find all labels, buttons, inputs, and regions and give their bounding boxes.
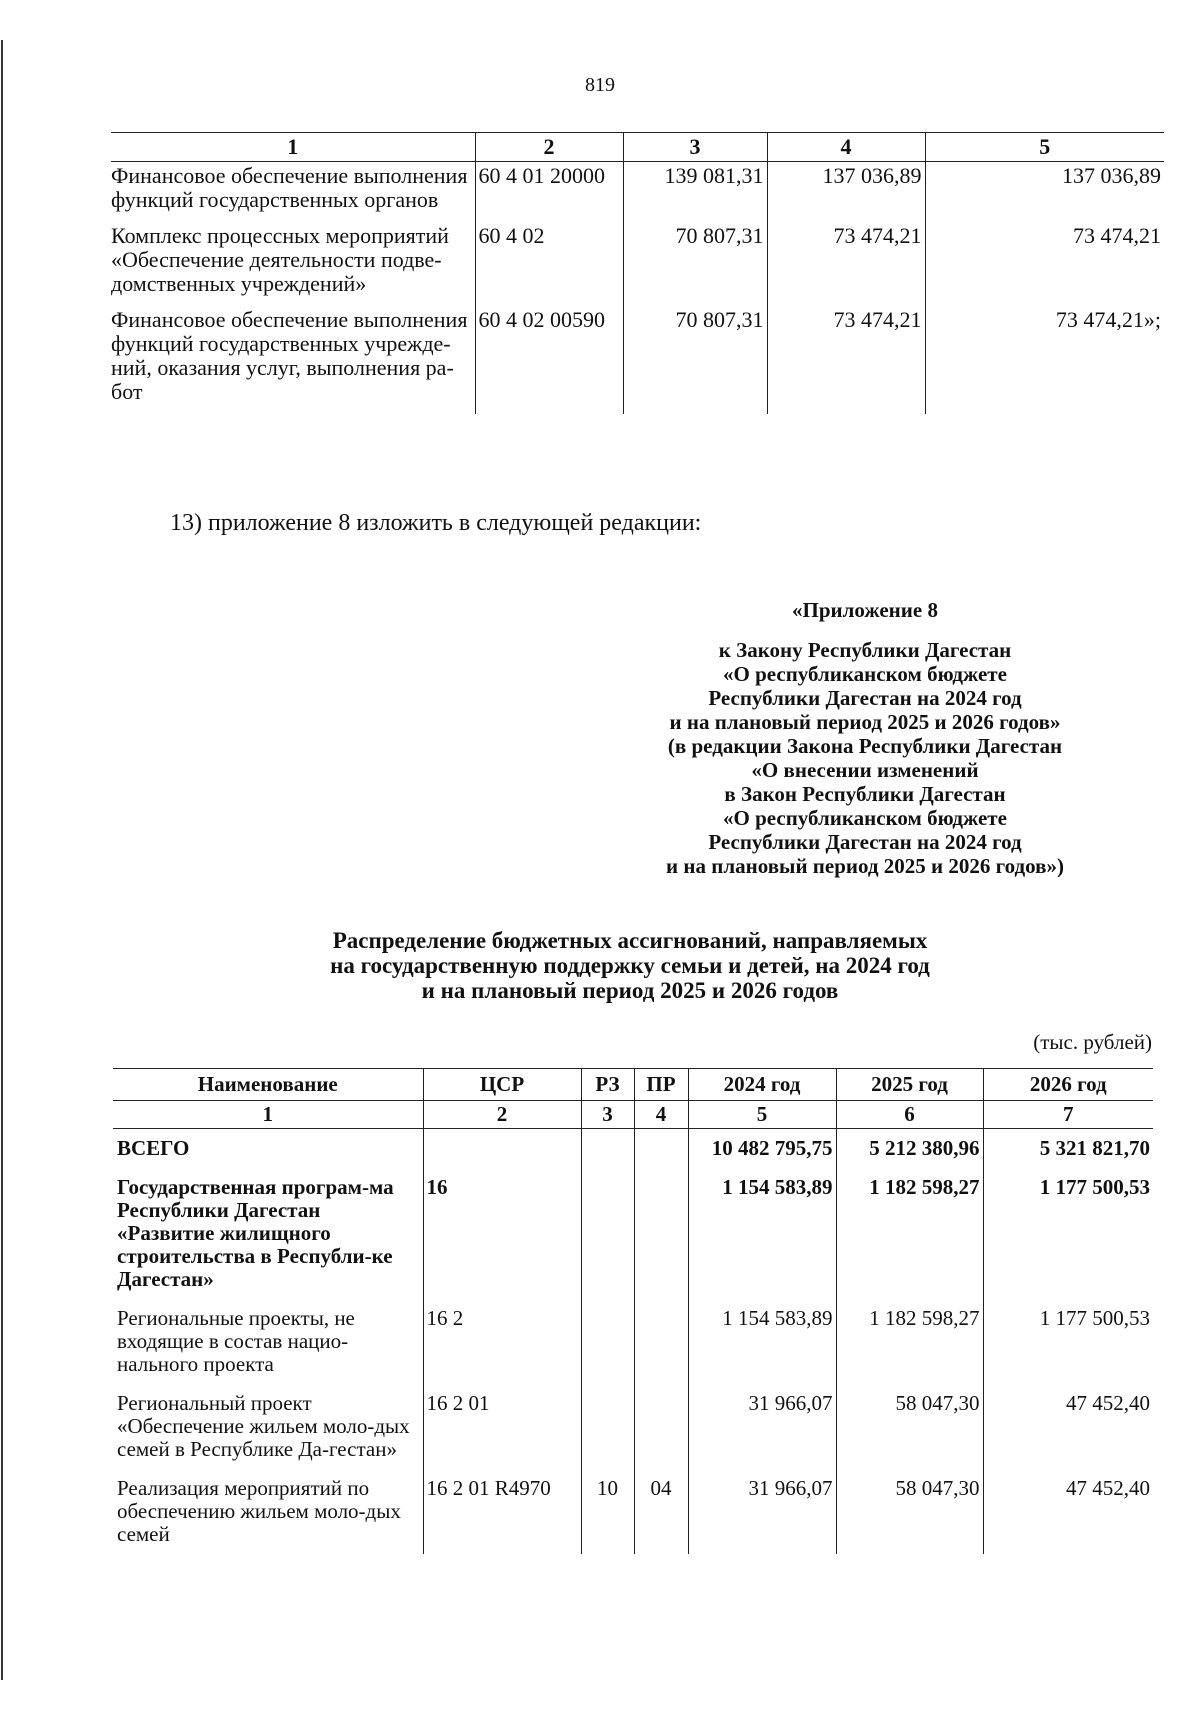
row-2024: 31 966,07 [688, 1384, 836, 1469]
row-2025: 5 212 380,96 [836, 1129, 983, 1169]
row-2026: 1 177 500,53 [983, 1299, 1153, 1384]
row-pr [634, 1299, 688, 1384]
column-number: 3 [623, 133, 767, 162]
amendment-item: 13) приложение 8 изложить в следующей редакции: [170, 510, 702, 536]
column-number: 5 [925, 133, 1164, 162]
row-name: Комплекс процессных мероприятий «Обеспечение деятельности подве-домственных учреждений» [111, 223, 449, 296]
table-header-row [111, 133, 1164, 162]
row-2025: 1 182 598,27 [836, 1168, 983, 1299]
row-name: Реализация мероприятий по обеспечению жильем моло-дых семей [117, 1476, 401, 1546]
page-number: 819 [585, 74, 615, 96]
title-line: Распределение бюджетных ассигнований, направляемых [332, 928, 928, 953]
row-name: ВСЕГО [117, 1136, 190, 1160]
row-rz [581, 1129, 634, 1169]
row-rz: 10 [581, 1469, 634, 1554]
appendix-heading: «Приложение 8 [792, 598, 938, 622]
table-row [111, 306, 1164, 414]
column-number: 2 [475, 133, 623, 162]
table-header-row [113, 1069, 1153, 1101]
row-rz [581, 1384, 634, 1469]
title-line: на государственную поддержку семьи и детей, на 2024 год [330, 953, 930, 978]
row-value: 137 036,89 [767, 162, 925, 223]
row-2024: 10 482 795,75 [688, 1129, 836, 1169]
row-2025: 1 182 598,27 [836, 1299, 983, 1384]
header-2024: 2024 год [688, 1069, 836, 1101]
row-name: Региональный проект «Обеспечение жильем моло-дых семей в Республике Да-гестан» [117, 1391, 410, 1461]
row-csr: 16 [423, 1168, 581, 1299]
appendix-line: «О внесении изменений [751, 758, 979, 782]
appendix-line: Республики Дагестан на 2024 год [708, 830, 1022, 854]
row-value: 139 081,31 [623, 162, 767, 223]
table-row [113, 1469, 1153, 1554]
appendix-line: к Закону Республики Дагестан [718, 638, 1012, 662]
row-pr [634, 1129, 688, 1169]
row-value: 70 807,31 [623, 306, 767, 414]
row-rz [581, 1299, 634, 1384]
row-name: Финансовое обеспечение выполнения функций государственных учрежде-ний, оказания услуг, выполнения ра-бот [111, 307, 468, 404]
row-value: 70 807,31 [623, 222, 767, 306]
page-edge-rule [1, 40, 3, 1680]
row-rz [581, 1168, 634, 1299]
table-row [111, 222, 1164, 306]
appendix-line: в Закон Республики Дагестан [724, 782, 1006, 806]
column-number: 4 [767, 133, 925, 162]
row-value: 73 474,21 [925, 222, 1164, 306]
row-2024: 1 154 583,89 [688, 1299, 836, 1384]
row-csr: 16 2 01 R4970 [423, 1469, 581, 1554]
appendix-line: и на плановый период 2025 и 2026 годов» [669, 710, 1061, 734]
row-code: 60 4 02 [475, 222, 623, 306]
column-number: 7 [983, 1101, 1153, 1129]
row-csr [423, 1129, 581, 1169]
row-value: 137 036,89 [925, 162, 1164, 223]
table-row-total [113, 1129, 1153, 1169]
row-value: 73 474,21 [767, 306, 925, 414]
row-name: Государственная програм-ма Республики Дагестан «Развитие жилищного строительства в Республи-ке Дагестан» [117, 1175, 394, 1291]
row-code: 60 4 02 00590 [475, 306, 623, 414]
row-2025: 58 047,30 [836, 1469, 983, 1554]
appendix-line: (в редакции Закона Республики Дагестан [667, 734, 1063, 758]
column-number: 5 [688, 1101, 836, 1129]
header-name: Наименование [113, 1069, 423, 1101]
table-row [113, 1299, 1153, 1384]
header-csr: ЦСР [423, 1069, 581, 1101]
row-name: Региональные проекты, не входящие в состав нацио-нального проекта [117, 1306, 355, 1376]
row-code: 60 4 01 20000 [475, 162, 623, 223]
appendix-header [620, 598, 1110, 878]
column-number: 1 [111, 133, 475, 162]
row-pr: 04 [634, 1469, 688, 1554]
continued-table [111, 132, 1164, 414]
column-number: 3 [581, 1101, 634, 1129]
row-2024: 31 966,07 [688, 1469, 836, 1554]
table-row [113, 1384, 1153, 1469]
appendix-line: и на плановый период 2025 и 2026 годов») [666, 854, 1064, 878]
row-value: 73 474,21 [767, 222, 925, 306]
allocation-table [113, 1068, 1153, 1554]
table-row [111, 162, 1164, 223]
row-csr: 16 2 01 [423, 1384, 581, 1469]
document-title [250, 928, 1010, 1003]
unit-label: (тыс. рублей) [1033, 1030, 1152, 1054]
row-name: Финансовое обеспечение выполнения функций государственных органов [111, 163, 468, 212]
header-rz: РЗ [581, 1069, 634, 1101]
column-number: 2 [423, 1101, 581, 1129]
row-2024: 1 154 583,89 [688, 1168, 836, 1299]
row-2026: 47 452,40 [983, 1469, 1153, 1554]
row-2026: 5 321 821,70 [983, 1129, 1153, 1169]
header-pr: ПР [634, 1069, 688, 1101]
column-number: 6 [836, 1101, 983, 1129]
row-value: 73 474,21»; [925, 306, 1164, 414]
row-2025: 58 047,30 [836, 1384, 983, 1469]
header-2026: 2026 год [983, 1069, 1153, 1101]
appendix-line: Республики Дагестан на 2024 год [708, 686, 1022, 710]
column-number-row [113, 1101, 1153, 1129]
row-pr [634, 1384, 688, 1469]
header-2025: 2025 год [836, 1069, 983, 1101]
row-2026: 1 177 500,53 [983, 1168, 1153, 1299]
appendix-line: «О республиканском бюджете [723, 662, 1007, 686]
table-row [113, 1168, 1153, 1299]
row-2026: 47 452,40 [983, 1384, 1153, 1469]
column-number: 4 [634, 1101, 688, 1129]
appendix-line: «О республиканском бюджете [723, 806, 1007, 830]
row-csr: 16 2 [423, 1299, 581, 1384]
title-line: и на плановый период 2025 и 2026 годов [421, 978, 839, 1003]
row-pr [634, 1168, 688, 1299]
column-number: 1 [113, 1101, 423, 1129]
